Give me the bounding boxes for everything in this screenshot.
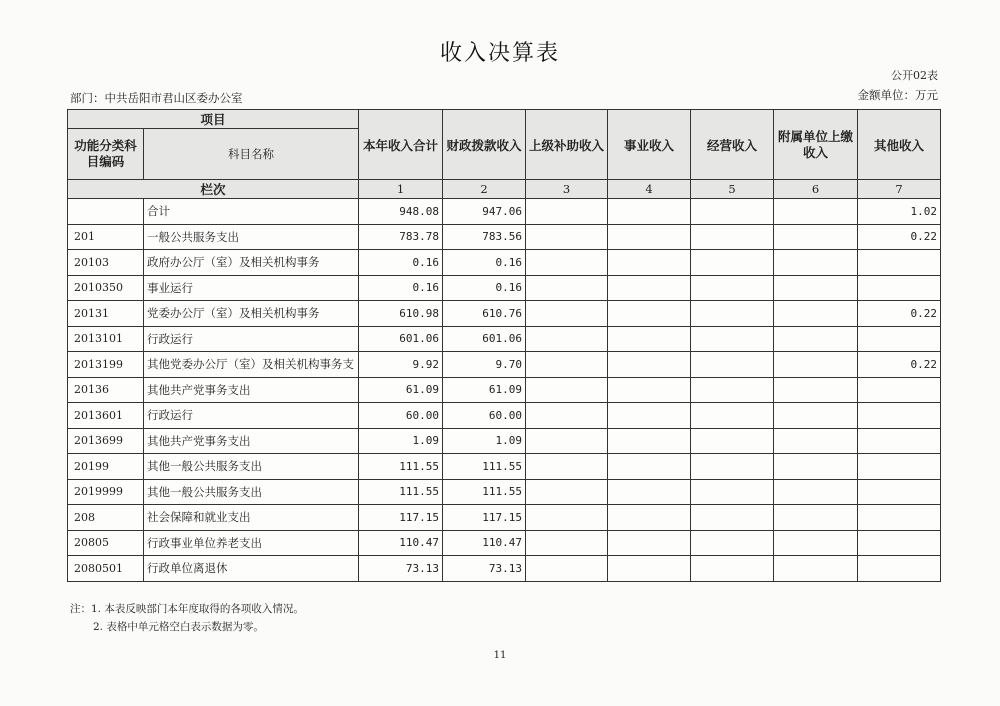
table-row bbox=[68, 301, 941, 327]
amount-cell: 73.13 bbox=[359, 556, 443, 582]
amount-cell bbox=[608, 301, 691, 327]
table-row bbox=[68, 454, 941, 480]
amount-cell bbox=[526, 479, 608, 505]
col-header: 经营收入 bbox=[691, 110, 774, 180]
amount-cell bbox=[526, 403, 608, 429]
amount-cell bbox=[774, 301, 858, 327]
amount-cell: 60.00 bbox=[443, 403, 526, 429]
table-row bbox=[68, 505, 941, 531]
amount-cell bbox=[774, 275, 858, 301]
amount-cell: 111.55 bbox=[443, 479, 526, 505]
subject-name: 事业运行 bbox=[144, 275, 359, 301]
amount-cell: 117.15 bbox=[359, 505, 443, 531]
subject-code: 201 bbox=[68, 224, 144, 250]
col-header: 上级补助收入 bbox=[526, 110, 608, 180]
income-table bbox=[67, 109, 941, 582]
amount-cell bbox=[691, 530, 774, 556]
col-header: 本年收入合计 bbox=[359, 110, 443, 180]
table-row bbox=[68, 275, 941, 301]
amount-cell: 610.98 bbox=[359, 301, 443, 327]
amount-cell bbox=[526, 428, 608, 454]
amount-cell: 111.55 bbox=[359, 454, 443, 480]
amount-cell bbox=[608, 250, 691, 276]
amount-cell: 1.09 bbox=[359, 428, 443, 454]
subject-code bbox=[68, 199, 144, 225]
subject-code: 20805 bbox=[68, 530, 144, 556]
form-number: 公开02表 bbox=[891, 69, 938, 82]
amount-cell bbox=[526, 454, 608, 480]
col-header: 财政拨款收入 bbox=[443, 110, 526, 180]
table-row bbox=[68, 352, 941, 378]
amount-cell bbox=[608, 377, 691, 403]
amount-cell bbox=[526, 301, 608, 327]
amount-cell bbox=[774, 505, 858, 531]
subject-name: 行政运行 bbox=[144, 403, 359, 429]
amount-cell: 1.09 bbox=[443, 428, 526, 454]
name-header: 科目名称 bbox=[144, 129, 359, 180]
subject-name: 其他一般公共服务支出 bbox=[144, 479, 359, 505]
amount-cell: 110.47 bbox=[443, 530, 526, 556]
amount-cell bbox=[526, 556, 608, 582]
amount-cell bbox=[608, 352, 691, 378]
table-row bbox=[68, 224, 941, 250]
notes bbox=[70, 600, 304, 636]
amount-cell: 9.92 bbox=[359, 352, 443, 378]
amount-cell: 111.55 bbox=[359, 479, 443, 505]
amount-cell bbox=[608, 556, 691, 582]
amount-cell bbox=[526, 250, 608, 276]
amount-cell bbox=[691, 199, 774, 225]
page-title: 收入决算表 bbox=[439, 41, 560, 66]
amount-cell: 948.08 bbox=[359, 199, 443, 225]
amount-cell bbox=[608, 326, 691, 352]
subject-name: 其他共产党事务支出 bbox=[144, 428, 359, 454]
amount-cell bbox=[858, 556, 941, 582]
amount-cell bbox=[691, 352, 774, 378]
col-number: 4 bbox=[608, 180, 691, 199]
amount-cell bbox=[526, 275, 608, 301]
subject-name: 其他一般公共服务支出 bbox=[144, 454, 359, 480]
amount-cell bbox=[858, 454, 941, 480]
amount-cell bbox=[774, 403, 858, 429]
col-number: 2 bbox=[443, 180, 526, 199]
col-header: 其他收入 bbox=[858, 110, 941, 180]
amount-cell bbox=[691, 250, 774, 276]
amount-cell bbox=[608, 428, 691, 454]
subject-name: 政府办公厅（室）及相关机构事务 bbox=[144, 250, 359, 276]
amount-cell: 9.70 bbox=[443, 352, 526, 378]
subject-code: 20131 bbox=[68, 301, 144, 327]
unit-label: 金额单位：万元 bbox=[857, 88, 938, 102]
table-row bbox=[68, 377, 941, 403]
col-number: 1 bbox=[359, 180, 443, 199]
col-header: 附属单位上缴收入 bbox=[774, 110, 858, 180]
amount-cell bbox=[608, 224, 691, 250]
amount-cell bbox=[774, 326, 858, 352]
amount-cell bbox=[858, 428, 941, 454]
col-header: 事业收入 bbox=[608, 110, 691, 180]
amount-cell: 61.09 bbox=[443, 377, 526, 403]
amount-cell bbox=[691, 275, 774, 301]
amount-cell: 947.06 bbox=[443, 199, 526, 225]
subject-name: 行政事业单位养老支出 bbox=[144, 530, 359, 556]
subject-code: 2013101 bbox=[68, 326, 144, 352]
table-row bbox=[68, 479, 941, 505]
amount-cell: 783.56 bbox=[443, 224, 526, 250]
subject-name: 行政单位离退休 bbox=[144, 556, 359, 582]
amount-cell: 0.16 bbox=[359, 250, 443, 276]
amount-cell: 601.06 bbox=[443, 326, 526, 352]
table-row bbox=[68, 403, 941, 429]
subject-code: 20103 bbox=[68, 250, 144, 276]
subject-code: 208 bbox=[68, 505, 144, 531]
table-row bbox=[68, 326, 941, 352]
amount-cell bbox=[858, 250, 941, 276]
amount-cell bbox=[608, 479, 691, 505]
amount-cell: 111.55 bbox=[443, 454, 526, 480]
subject-code: 2013199 bbox=[68, 352, 144, 378]
table-row bbox=[68, 250, 941, 276]
amount-cell: 61.09 bbox=[359, 377, 443, 403]
amount-cell bbox=[774, 377, 858, 403]
amount-cell bbox=[774, 479, 858, 505]
subject-code: 2019999 bbox=[68, 479, 144, 505]
amount-cell bbox=[858, 377, 941, 403]
amount-cell bbox=[691, 479, 774, 505]
subject-name: 其他党委办公厅（室）及相关机构事务支 bbox=[144, 352, 359, 378]
amount-cell bbox=[691, 403, 774, 429]
table-row bbox=[68, 199, 941, 225]
amount-cell: 110.47 bbox=[359, 530, 443, 556]
amount-cell bbox=[691, 556, 774, 582]
department-label: 部门：中共岳阳市君山区委办公室 bbox=[70, 91, 243, 105]
amount-cell bbox=[774, 428, 858, 454]
amount-cell: 60.00 bbox=[359, 403, 443, 429]
subject-name: 合计 bbox=[144, 199, 359, 225]
amount-cell: 1.02 bbox=[858, 199, 941, 225]
subject-name: 一般公共服务支出 bbox=[144, 224, 359, 250]
subject-code: 20136 bbox=[68, 377, 144, 403]
subject-code: 2013601 bbox=[68, 403, 144, 429]
amount-cell bbox=[691, 505, 774, 531]
subject-name: 行政运行 bbox=[144, 326, 359, 352]
amount-cell bbox=[526, 352, 608, 378]
amount-cell bbox=[774, 454, 858, 480]
table-row bbox=[68, 530, 941, 556]
amount-cell bbox=[858, 326, 941, 352]
amount-cell bbox=[526, 505, 608, 531]
subject-code: 2080501 bbox=[68, 556, 144, 582]
note: 2. 表格中单元格空白表示数据为零。 bbox=[93, 621, 264, 633]
amount-cell bbox=[691, 428, 774, 454]
table-row bbox=[68, 428, 941, 454]
amount-cell: 0.16 bbox=[359, 275, 443, 301]
amount-cell: 0.16 bbox=[443, 250, 526, 276]
amount-cell bbox=[774, 224, 858, 250]
amount-cell bbox=[526, 530, 608, 556]
row-number-label: 栏次 bbox=[68, 180, 359, 199]
subject-name: 社会保障和就业支出 bbox=[144, 505, 359, 531]
amount-cell bbox=[526, 199, 608, 225]
table-row bbox=[68, 556, 941, 582]
amount-cell bbox=[858, 275, 941, 301]
subject-code: 20199 bbox=[68, 454, 144, 480]
amount-cell: 0.22 bbox=[858, 301, 941, 327]
col-number: 3 bbox=[526, 180, 608, 199]
amount-cell bbox=[526, 377, 608, 403]
amount-cell bbox=[608, 199, 691, 225]
amount-cell: 0.16 bbox=[443, 275, 526, 301]
amount-cell bbox=[526, 326, 608, 352]
subject-code: 2013699 bbox=[68, 428, 144, 454]
amount-cell bbox=[608, 275, 691, 301]
amount-cell bbox=[858, 530, 941, 556]
amount-cell: 73.13 bbox=[443, 556, 526, 582]
subject-name: 党委办公厅（室）及相关机构事务 bbox=[144, 301, 359, 327]
amount-cell bbox=[774, 556, 858, 582]
amount-cell bbox=[774, 250, 858, 276]
subject-code: 2010350 bbox=[68, 275, 144, 301]
amount-cell bbox=[691, 377, 774, 403]
amount-cell bbox=[691, 301, 774, 327]
amount-cell bbox=[774, 530, 858, 556]
col-number: 7 bbox=[858, 180, 941, 199]
amount-cell bbox=[858, 479, 941, 505]
amount-cell bbox=[608, 403, 691, 429]
amount-cell bbox=[858, 403, 941, 429]
amount-cell bbox=[774, 352, 858, 378]
subject-name: 其他共产党事务支出 bbox=[144, 377, 359, 403]
amount-cell bbox=[526, 224, 608, 250]
amount-cell bbox=[608, 505, 691, 531]
amount-cell bbox=[858, 505, 941, 531]
amount-cell bbox=[691, 326, 774, 352]
amount-cell: 783.78 bbox=[359, 224, 443, 250]
amount-cell: 117.15 bbox=[443, 505, 526, 531]
col-number: 6 bbox=[774, 180, 858, 199]
amount-cell bbox=[691, 224, 774, 250]
amount-cell: 601.06 bbox=[359, 326, 443, 352]
amount-cell bbox=[608, 530, 691, 556]
amount-cell bbox=[608, 454, 691, 480]
amount-cell: 0.22 bbox=[858, 352, 941, 378]
project-header: 项目 bbox=[68, 110, 359, 129]
col-number: 5 bbox=[691, 180, 774, 199]
page-number: 11 bbox=[493, 650, 507, 661]
code-header: 功能分类科目编码 bbox=[68, 129, 144, 180]
note: 注：1. 本表反映部门本年度取得的各项收入情况。 bbox=[70, 603, 304, 615]
amount-cell: 610.76 bbox=[443, 301, 526, 327]
amount-cell bbox=[774, 199, 858, 225]
amount-cell: 0.22 bbox=[858, 224, 941, 250]
amount-cell bbox=[691, 454, 774, 480]
